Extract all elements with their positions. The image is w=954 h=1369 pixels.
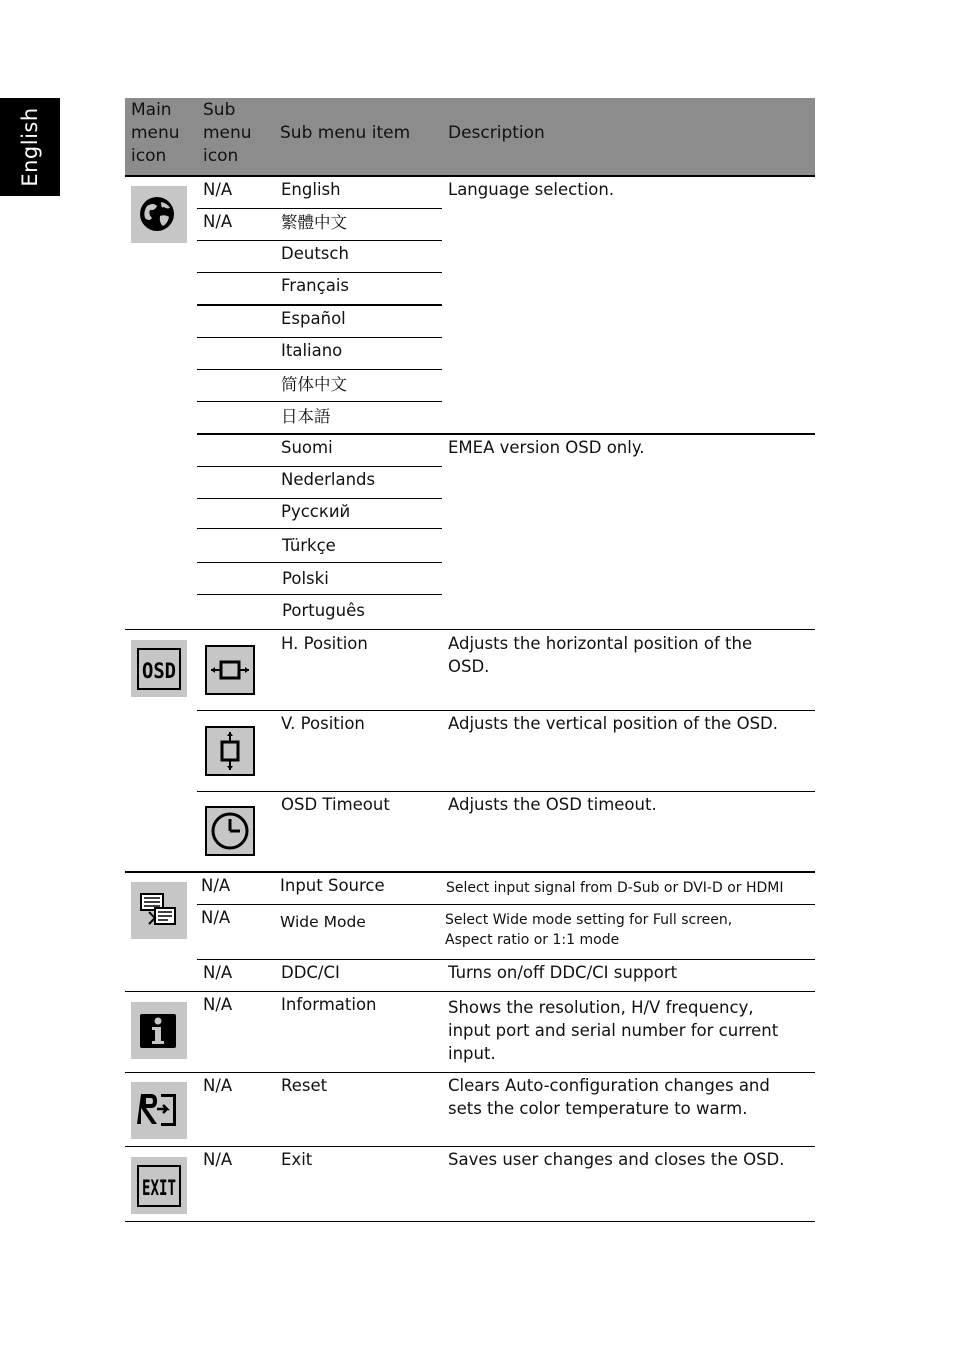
language-side-tab (0, 98, 60, 196)
row-divider (197, 240, 442, 241)
exit-description: Saves user changes and closes the OSD. (448, 1150, 785, 1169)
reset-sub: N/A (203, 1076, 233, 1095)
input-source-sub: N/A (201, 876, 231, 895)
header-main-icon: Main menu icon (131, 100, 180, 166)
list-item: Türkçe (282, 536, 336, 555)
row-divider (197, 528, 442, 529)
vpos-description: Adjusts the vertical position of the OSD. (448, 714, 778, 733)
reset-item: Reset (281, 1076, 328, 1095)
header-sub-icon: Sub menu icon (203, 100, 252, 166)
osd-icon (131, 640, 187, 697)
list-item: Русский (281, 502, 351, 521)
list-item: 简体中文 (281, 375, 347, 394)
list-item: 繁體中文 (281, 213, 347, 232)
list-item: English (281, 180, 341, 199)
emea-description: EMEA version OSD only. (448, 438, 645, 457)
list-item: Polski (282, 569, 329, 588)
input-source-item: Input Source (280, 876, 385, 895)
input-source-description: Select input signal from D-Sub or DVI-D or HDMI (446, 880, 784, 896)
hpos-description: Adjusts the horizontal position of the OSD. (448, 634, 753, 676)
info-description: Shows the resolution, H/V frequency, input port and serial number for current input. (448, 998, 779, 1063)
section-divider (197, 433, 815, 435)
list-item-sub: N/A (203, 180, 233, 199)
information-icon (131, 1002, 187, 1059)
input-source-icon (131, 882, 187, 939)
section-divider (125, 1146, 815, 1147)
section-divider (125, 871, 815, 873)
row-divider (197, 498, 442, 499)
svg-text:OSD: OSD (142, 659, 176, 683)
list-item: Deutsch (281, 244, 349, 263)
table-header (125, 98, 815, 175)
info-sub: N/A (203, 995, 233, 1014)
vertical-position-icon (205, 726, 255, 776)
ddc-item: DDC/CI (281, 963, 340, 982)
row-divider (197, 904, 815, 905)
table-bottom-border (125, 1221, 815, 1222)
language-description: Language selection. (448, 180, 615, 199)
timeout-item: OSD Timeout (281, 795, 390, 814)
section-divider (125, 1072, 815, 1073)
section-divider (125, 629, 815, 630)
exit-sub: N/A (203, 1150, 233, 1169)
row-divider (197, 959, 815, 960)
info-item: Information (281, 995, 377, 1014)
exit-icon (131, 1157, 187, 1214)
row-divider (197, 710, 815, 711)
hpos-item: H. Position (281, 634, 368, 653)
header-sub-item: Sub menu item (280, 123, 411, 143)
wide-mode-sub: N/A (201, 908, 231, 927)
side-tab-label: English (18, 107, 42, 187)
horizontal-position-icon (205, 645, 255, 695)
reset-icon (131, 1082, 187, 1139)
row-divider (197, 369, 442, 370)
list-item: 日本語 (281, 407, 331, 426)
svg-text:EXIT: EXIT (142, 1176, 176, 1200)
row-divider (197, 401, 442, 402)
list-item-sub: N/A (203, 212, 233, 231)
list-item: Nederlands (281, 470, 376, 489)
row-divider (197, 337, 442, 338)
ddc-sub: N/A (203, 963, 233, 982)
header-divider (125, 175, 815, 177)
vpos-item: V. Position (281, 714, 365, 733)
list-item: Português (282, 601, 365, 620)
list-item: Suomi (281, 438, 333, 457)
globe-icon (131, 186, 187, 243)
row-divider (197, 208, 442, 209)
row-divider (197, 791, 815, 792)
header-description: Description (448, 123, 545, 143)
list-item: Italiano (281, 341, 343, 360)
section-divider (125, 991, 815, 992)
clock-icon (205, 806, 255, 856)
row-divider (197, 272, 442, 273)
row-divider (197, 466, 442, 467)
list-item: Français (281, 276, 350, 295)
row-divider (197, 594, 442, 595)
wide-mode-description: Select Wide mode setting for Full screen, Aspect ratio or 1:1 mode (445, 912, 733, 948)
ddc-description: Turns on/off DDC/CI support (448, 963, 678, 982)
timeout-description: Adjusts the OSD timeout. (448, 795, 657, 814)
wide-mode-item: Wide Mode (280, 913, 366, 931)
reset-description: Clears Auto-configuration changes and sets the color temperature to warm. (448, 1076, 770, 1118)
row-divider (197, 304, 442, 306)
exit-item: Exit (281, 1150, 313, 1169)
list-item: Español (281, 309, 346, 328)
row-divider (197, 562, 442, 563)
